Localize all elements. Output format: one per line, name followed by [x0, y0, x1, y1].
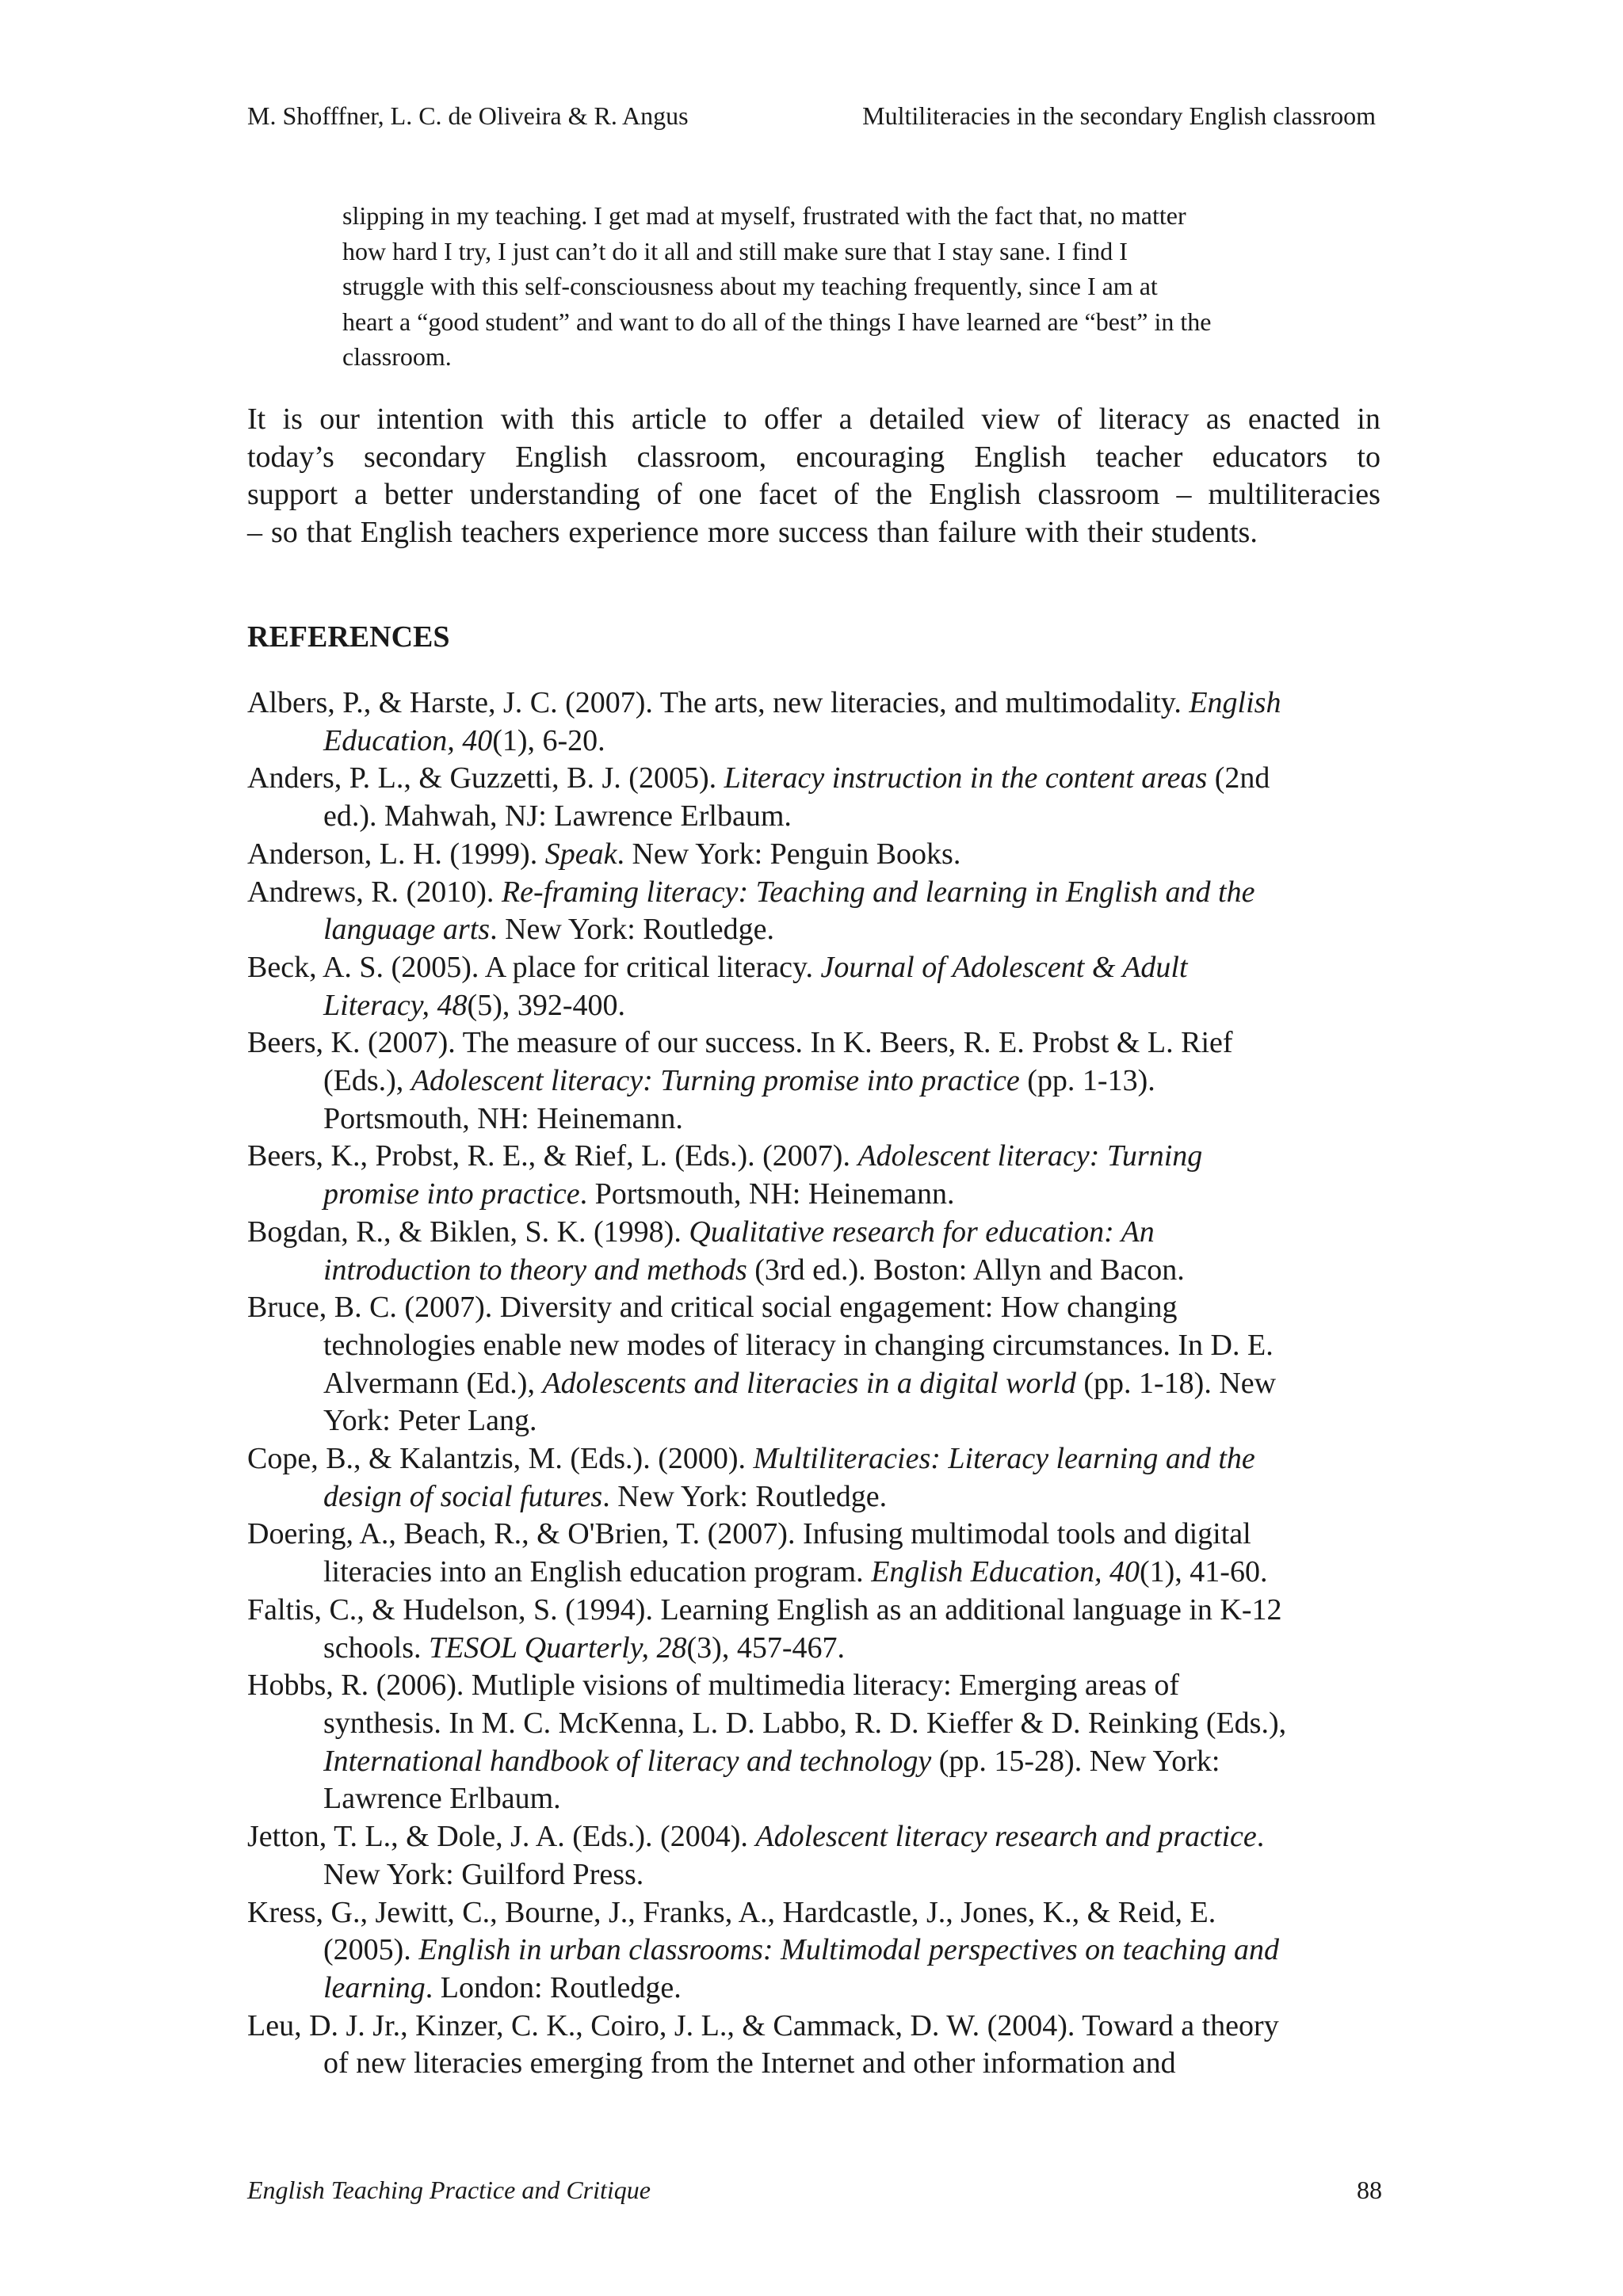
reference-text-run: Alvermann (Ed.),: [323, 1366, 543, 1400]
reference-line: [247, 2008, 1388, 2046]
reference-text-run: (3), 457-467.: [686, 1630, 845, 1665]
reference-italic-run: Adolescent literacy: Turning: [857, 1139, 1203, 1173]
reference-italic-run: language arts: [323, 913, 491, 947]
word: students.: [1151, 515, 1258, 549]
reference-entry: [247, 874, 1388, 949]
word: better: [384, 478, 453, 511]
word: success: [778, 515, 869, 549]
reference-text-run: (pp. 1-13).: [1019, 1064, 1155, 1098]
word: intention: [376, 402, 484, 436]
word: English: [360, 515, 453, 549]
word: English: [515, 440, 608, 474]
reference-entry: [247, 949, 1388, 1024]
word: of: [656, 478, 682, 511]
reference-text-run: Leu, D. J. Jr., Kinzer, C. K., Coiro, J. L., & Cammack, D. W. (2004). Toward a theory: [247, 2008, 1279, 2042]
reference-line: [247, 1440, 1388, 1478]
reference-italic-run: English in urban classrooms: Multimodal perspectives on teaching and: [418, 1933, 1280, 1967]
reference-text-run: Doering, A., Beach, R., & O'Brien, T. (2007). Infusing multimodal tools and digital: [247, 1517, 1251, 1551]
reference-italic-run: Re-framing literacy: Teaching and learning in English and the: [501, 875, 1255, 909]
reference-entry: [247, 760, 1388, 835]
reference-text-run: (pp. 15-28). New York:: [931, 1744, 1220, 1778]
reference-text-run: Anderson, L. H. (1999).: [247, 837, 545, 871]
word: multiliteracies: [1208, 478, 1381, 511]
paragraph-line: [247, 514, 1381, 552]
reference-entry: [247, 1440, 1388, 1516]
body-paragraph: [247, 401, 1381, 551]
header-authors: M. Shofffner, L. C. de Oliveira & R. Angus: [247, 101, 689, 130]
word: today’s: [247, 440, 334, 474]
reference-text-run: York: Peter Lang.: [323, 1404, 537, 1438]
word: classroom,: [636, 440, 767, 474]
quote-line: struggle with this self-consciousness about my teaching frequently, since I am at: [342, 272, 1158, 300]
header-article-title: Multiliteracies in the secondary English classroom: [862, 101, 1376, 130]
reference-text-run: ed.). Mahwah, NJ: Lawrence Erlbaum.: [323, 799, 792, 833]
reference-line: [247, 1856, 1388, 1894]
reference-italic-run: promise into practice: [323, 1177, 580, 1211]
reference-line: [247, 1100, 1388, 1138]
reference-text-run: (5), 392-400.: [467, 988, 626, 1022]
word: that: [306, 515, 352, 549]
reference-italic-run: TESOL Quarterly, 28: [429, 1630, 687, 1665]
reference-text-run: . New York: Routledge.: [490, 913, 774, 947]
reference-text-run: (2005).: [323, 1933, 419, 1967]
word: classroom: [1037, 478, 1160, 511]
word: to: [1357, 440, 1381, 474]
reference-line: [247, 685, 1388, 723]
reference-line: [247, 1176, 1388, 1214]
reference-italic-run: Journal of Adolescent & Adult: [820, 950, 1188, 984]
reference-entry: [247, 1024, 1388, 1138]
reference-line: [247, 1138, 1388, 1176]
reference-line: [247, 723, 1388, 761]
reference-text-run: Andrews, R. (2010).: [247, 875, 502, 909]
reference-text-run: Beck, A. S. (2005). A place for critical literacy.: [247, 950, 821, 984]
reference-line: [247, 1592, 1388, 1630]
reference-line: [247, 1932, 1388, 1970]
word: teacher: [1095, 440, 1183, 474]
reference-line: [247, 1630, 1388, 1668]
reference-text-run: Kress, G., Jewitt, C., Bourne, J., Franks, A., Hardcastle, J., Jones, K., & Reid, E.: [247, 1895, 1216, 1929]
reference-italic-run: Adolescent literacy research and practice: [755, 1820, 1257, 1854]
reference-text-run: . Portsmouth, NH: Heinemann.: [579, 1177, 955, 1211]
word: a: [354, 478, 368, 511]
word: support: [247, 478, 338, 511]
word: as: [1205, 402, 1232, 436]
word: to: [724, 402, 747, 436]
reference-entry: [247, 1214, 1388, 1289]
reference-italic-run: Adolescent literacy: Turning promise into practice: [411, 1064, 1020, 1098]
word: this: [571, 402, 615, 436]
reference-line: [247, 1894, 1388, 1932]
reference-line: [247, 949, 1388, 987]
reference-entry: [247, 836, 1388, 874]
reference-line: [247, 1252, 1388, 1290]
reference-line: [247, 1970, 1388, 2008]
reference-text-run: (1), 41-60.: [1140, 1555, 1268, 1589]
word: secondary: [363, 440, 487, 474]
word: than: [876, 515, 930, 549]
reference-text-run: schools.: [323, 1630, 429, 1665]
reference-line: [247, 1554, 1388, 1592]
reference-line: [247, 1214, 1388, 1252]
word: a: [838, 402, 853, 436]
reference-italic-run: learning: [323, 1970, 426, 2004]
reference-entry: [247, 1592, 1388, 1667]
reference-text-run: Albers, P., & Harste, J. C. (2007). The arts, new literacies, and multimodality.: [247, 686, 1190, 719]
reference-text-run: Beers, K., Probst, R. E., & Rief, L. (Eds.). (2007).: [247, 1139, 858, 1173]
word: encouraging: [796, 440, 945, 474]
word: one: [698, 478, 743, 511]
reference-text-run: (1), 6-20.: [492, 723, 605, 757]
word: with: [500, 402, 555, 436]
word: literacy: [1098, 402, 1190, 436]
reference-line: [247, 1327, 1388, 1365]
word: is: [282, 402, 303, 436]
references-heading: REFERENCES: [247, 620, 450, 654]
page-number: 88: [1357, 2176, 1382, 2204]
reference-line: [247, 1289, 1388, 1327]
reference-text-run: Anders, P. L., & Guzzetti, B. J. (2005).: [247, 761, 724, 795]
paragraph-line: [247, 439, 1381, 477]
reference-text-run: Cope, B., & Kalantzis, M. (Eds.). (2000).: [247, 1442, 754, 1476]
reference-text-run: . London: Routledge.: [425, 1970, 682, 2004]
word: article: [631, 402, 707, 436]
reference-italic-run: Education, 40: [323, 723, 493, 757]
reference-line: [247, 1365, 1388, 1403]
word: the: [875, 478, 913, 511]
quote-line: how hard I try, I just can’t do it all and still make sure that I stay sane. I find I: [342, 236, 1128, 265]
reference-entry: [247, 1289, 1388, 1440]
block-quote: [342, 198, 1381, 375]
reference-italic-run: introduction to theory and methods: [323, 1253, 747, 1287]
reference-entry: [247, 1818, 1388, 1894]
reference-line: [247, 798, 1388, 836]
footer-journal-name: English Teaching Practice and Critique: [247, 2176, 651, 2204]
reference-line: [247, 2045, 1388, 2083]
reference-text-run: Beers, K. (2007). The measure of our success. In K. Beers, R. E. Probst & L. Rief: [247, 1026, 1233, 1060]
reference-line: [247, 1818, 1388, 1856]
quote-line: heart a “good student” and want to do all of the things I have learned are “best” in the: [342, 307, 1212, 336]
reference-line: [247, 1024, 1388, 1062]
reference-line: [247, 1062, 1388, 1100]
reference-text-run: Faltis, C., & Hudelson, S. (1994). Learning English as an additional language in K-12: [247, 1592, 1282, 1627]
reference-text-run: Lawrence Erlbaum.: [323, 1782, 561, 1816]
reference-text-run: (pp. 1-18). New: [1075, 1366, 1277, 1400]
reference-line: [247, 1478, 1388, 1516]
word: teachers: [460, 515, 560, 549]
reference-italic-run: Multiliteracies: Literacy learning and the: [753, 1442, 1255, 1476]
reference-entry: [247, 685, 1388, 760]
word: experience: [568, 515, 699, 549]
reference-text-run: . New York: Penguin Books.: [617, 837, 961, 871]
reference-italic-run: English Education, 40: [871, 1555, 1140, 1589]
reference-line: [247, 987, 1388, 1025]
word: understanding: [469, 478, 640, 511]
reference-italic-run: International handbook of literacy and technology: [323, 1744, 932, 1778]
reference-text-run: Jetton, T. L., & Dole, J. A. (Eds.). (2004).: [247, 1820, 756, 1854]
reference-italic-run: English: [1189, 686, 1281, 719]
reference-italic-run: design of social futures: [323, 1479, 603, 1513]
word: enacted: [1247, 402, 1340, 436]
reference-text-run: Bogdan, R., & Biklen, S. K. (1998).: [247, 1215, 689, 1249]
reference-line: [247, 1780, 1388, 1818]
reference-line: [247, 1743, 1388, 1781]
reference-text-run: (Eds.),: [323, 1064, 411, 1098]
paragraph-line: [247, 476, 1381, 514]
reference-line: [247, 911, 1388, 949]
reference-line: [247, 760, 1388, 798]
reference-italic-run: Qualitative research for education: An: [689, 1215, 1155, 1249]
word: failure: [938, 515, 1017, 549]
reference-entry: [247, 1138, 1388, 1213]
reference-line: [247, 1402, 1388, 1440]
word: English: [929, 478, 1022, 511]
word: –: [1176, 478, 1192, 511]
reference-line: [247, 1667, 1388, 1705]
word: educators: [1212, 440, 1328, 474]
reference-italic-run: Adolescents and literacies in a digital world: [542, 1366, 1076, 1400]
reference-text-run: New York: Guilford Press.: [323, 1857, 644, 1891]
quote-line: classroom.: [342, 342, 452, 371]
reference-text-run: literacies into an English education program.: [323, 1555, 872, 1589]
reference-text-run: technologies enable new modes of literacy in changing circumstances. In D. E.: [323, 1328, 1274, 1362]
reference-italic-run: Literacy instruction in the content areas: [724, 761, 1208, 795]
reference-italic-run: Literacy, 48: [323, 988, 468, 1022]
word: view: [981, 402, 1041, 436]
reference-text-run: synthesis. In M. C. McKenna, L. D. Labbo, R. D. Kieffer & D. Reinking (Eds.),: [323, 1706, 1287, 1740]
word: –: [247, 515, 262, 549]
word: their: [1087, 515, 1143, 549]
reference-line: [247, 836, 1388, 874]
word: of: [834, 478, 859, 511]
reference-entry: [247, 1516, 1388, 1591]
reference-text-run: .: [1256, 1820, 1265, 1854]
reference-entry: [247, 1894, 1388, 2008]
quote-line: slipping in my teaching. I get mad at myself, frustrated with the fact that, no matter: [342, 201, 1186, 230]
reference-text-run: Portsmouth, NH: Heinemann.: [323, 1101, 683, 1135]
word: so: [271, 515, 298, 549]
references-list: [247, 685, 1388, 2083]
word: our: [319, 402, 360, 436]
word: English: [974, 440, 1067, 474]
reference-text-run: Hobbs, R. (2006). Mutliple visions of multimedia literacy: Emerging areas of: [247, 1669, 1180, 1703]
word: of: [1056, 402, 1083, 436]
word: It: [247, 402, 266, 436]
word: more: [707, 515, 769, 549]
word: with: [1025, 515, 1079, 549]
reference-text-run: of new literacies emerging from the Internet and other information and: [323, 2046, 1176, 2081]
reference-line: [247, 1516, 1388, 1554]
reference-italic-run: Speak: [544, 837, 617, 871]
reference-text-run: (2nd: [1207, 761, 1270, 795]
reference-text-run: Bruce, B. C. (2007). Diversity and critical social engagement: How changing: [247, 1291, 1178, 1325]
reference-text-run: . New York: Routledge.: [602, 1479, 888, 1513]
reference-entry: [247, 2008, 1388, 2083]
reference-line: [247, 1705, 1388, 1743]
reference-line: [247, 874, 1388, 912]
paragraph-line: [247, 401, 1381, 439]
word: facet: [758, 478, 818, 511]
reference-text-run: (3rd ed.). Boston: Allyn and Bacon.: [747, 1253, 1185, 1287]
word: in: [1357, 402, 1381, 436]
word: offer: [764, 402, 823, 436]
word: detailed: [869, 402, 965, 436]
reference-entry: [247, 1667, 1388, 1818]
